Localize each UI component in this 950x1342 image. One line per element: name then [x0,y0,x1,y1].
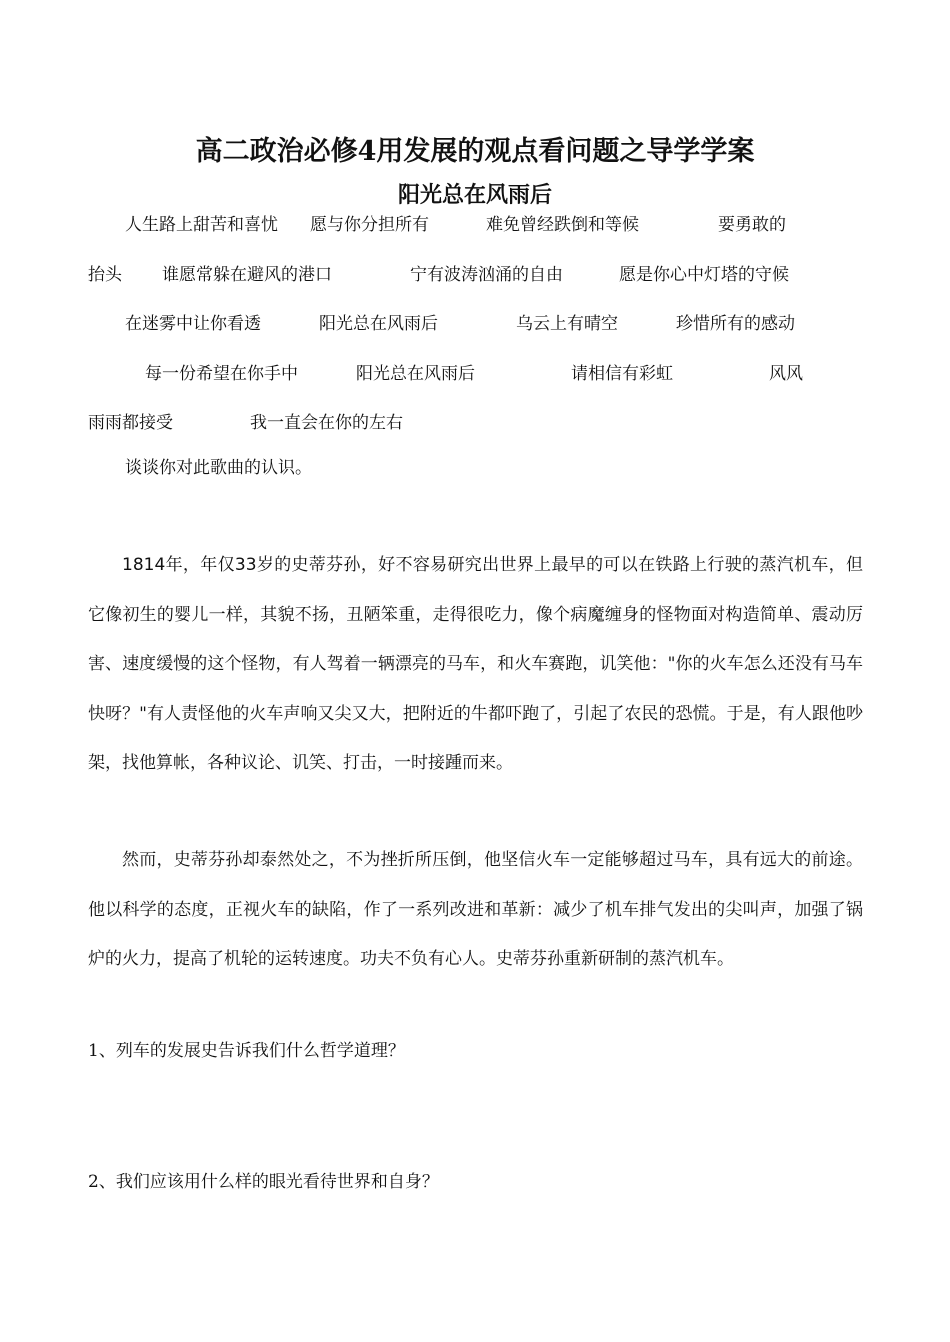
story-paragraph-1 [88,541,863,789]
lyric-segment: 愿是你心中灯塔的守候 [619,265,789,285]
lyric-segment: 珍惜所有的感动 [676,314,795,334]
lyric-segment: 人生路上甜苦和喜忧 [125,215,278,235]
lyrics-line-5 [88,411,863,435]
lyric-segment: 阳光总在风雨后 [319,314,438,334]
lyric-segment: 愿与你分担所有 [310,215,429,235]
lyric-segment: 难免曾经跌倒和等候 [486,215,639,235]
lyrics-line-2 [88,263,863,287]
song-title: 阳光总在风雨后 [397,182,552,208]
story-text: 年，年仅 [165,555,235,575]
lyric-segment: 乌云上有晴空 [516,314,618,334]
lyrics-line-3 [125,312,900,336]
lyric-segment: 在迷雾中让你看透 [125,314,261,334]
lyric-segment: 抬头 [88,265,122,285]
story-text: 岁的史蒂芬孙，好不容易研究出世界上最早的可以在铁路上行驶的蒸汽机车，但它像初生的婴儿一样，其貌不扬，丑陋笨重，走得很吃力，像个病魔缠身的怪物面对构造简单、震动厉害、速度缓慢的这个怪物，有人驾着一辆漂亮的马车，和火车赛跑，讥笑他："你的火车怎么还没有马车快呀？"有人责怪他的火车声响又尖又大，把附近的牛都吓跑了，引起了农民的恐慌。于是，有人跟他吵架，找他算帐，各种议论、讥笑、打击，一时接踵而来。 [88,555,864,774]
lyric-segment: 要勇敢的 [718,215,786,235]
question-2: 2、我们应该用什么样的眼光看待世界和自身？ [88,1172,439,1192]
discussion-prompt: 谈谈你对此歌曲的认识。 [125,458,312,478]
lyric-segment: 风风 [769,364,803,384]
lyric-segment: 宁有波涛汹涌的自由 [410,265,563,285]
lyric-segment: 阳光总在风雨后 [356,364,475,384]
age-number: 33 [234,555,257,575]
year-number: 1814 [122,555,166,575]
lyric-segment: 我一直会在你的左右 [250,413,403,433]
lyric-segment: 谁愿常躲在避风的港口 [162,265,332,285]
page-title: 高二政治必修4用发展的观点看问题之导学学案 [195,136,755,167]
question-1: 1、列车的发展史告诉我们什么哲学道理？ [88,1041,405,1061]
lyric-segment: 请相信有彩虹 [571,364,673,384]
lyrics-line-1 [125,213,863,237]
lyric-segment: 雨雨都接受 [88,413,173,433]
story-paragraph-2: 然而，史蒂芬孙却泰然处之，不为挫折所压倒，他坚信火车一定能够超过马车，具有远大的前途。他以科学的态度，正视火车的缺陷，作了一系列改进和革新：减少了机车排气发出的尖叫声，加强了锅炉的火力，提高了机轮的运转速度。功夫不负有心人。史蒂芬孙重新研制的蒸汽机车。 [88,850,863,970]
lyric-segment: 每一份希望在你手中 [145,364,298,384]
lyrics-line-4 [145,362,863,386]
